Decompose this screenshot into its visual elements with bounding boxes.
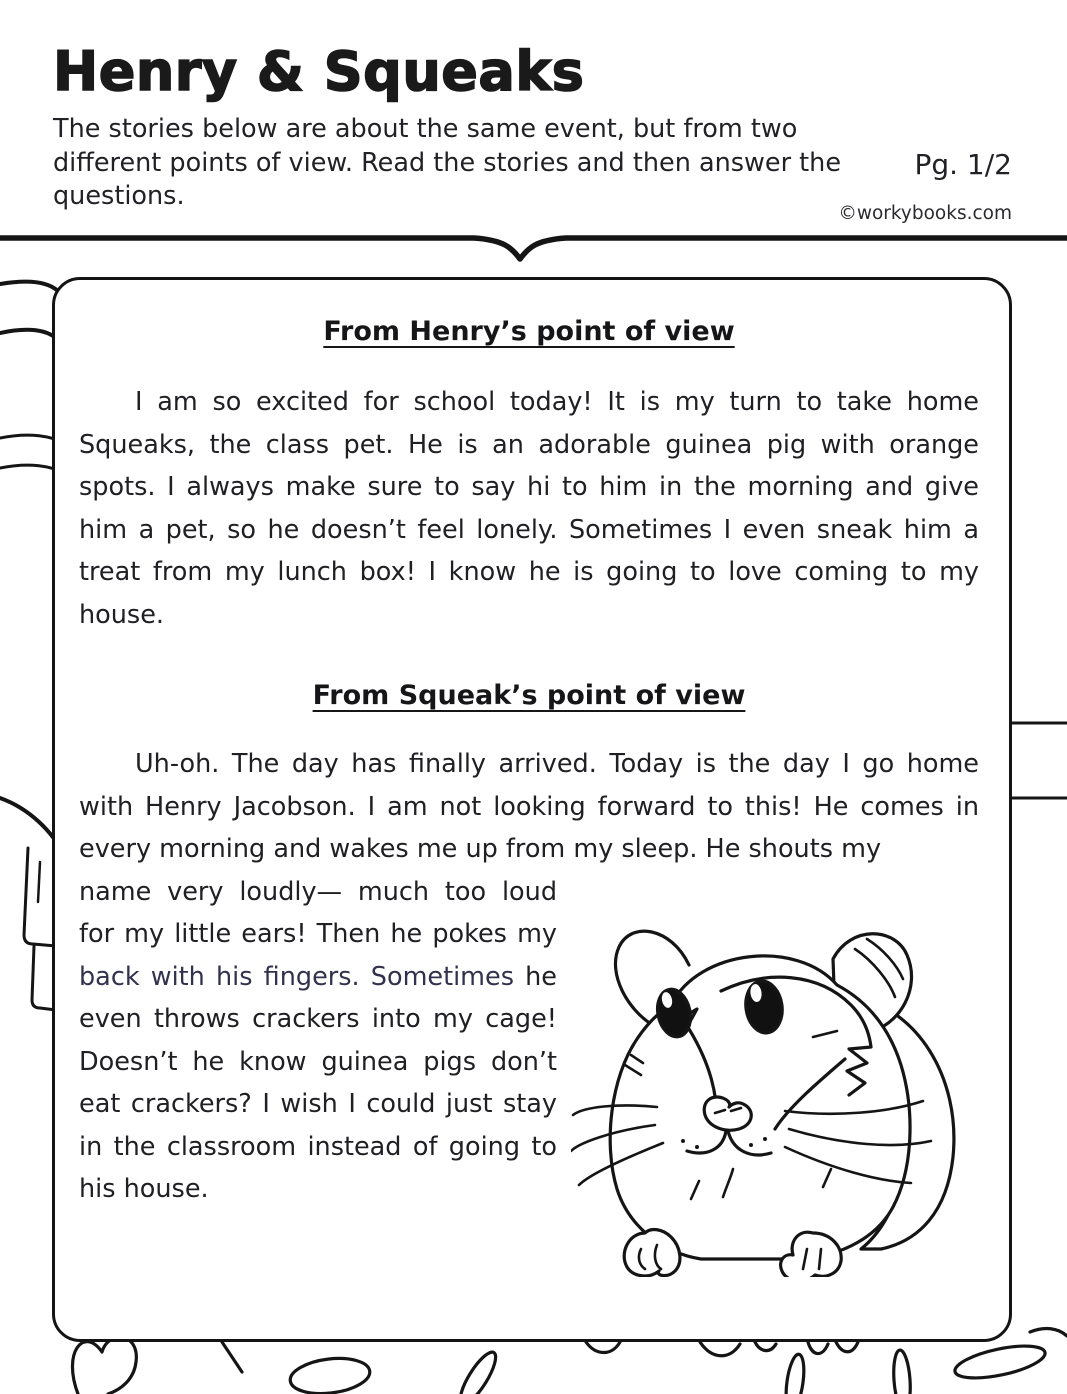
squeaks-story-text-part1: Uh-oh. The day has finally arrived. Today is the day I go home with Henry Jacobson. I am not looking forward to this! He comes in every morning and wakes me up from my sleep. He shouts my bbox=[79, 749, 979, 864]
squeaks-story-text-part2 bbox=[79, 871, 979, 1211]
tinted-text-segment: back with his fingers. Sometimes bbox=[79, 961, 514, 992]
page-title: Henry & Squeaks bbox=[53, 40, 585, 103]
oval-doodle bbox=[288, 1354, 372, 1394]
oval-doodle bbox=[952, 1340, 1047, 1385]
page-number: Pg. 1/2 bbox=[914, 148, 1012, 181]
text-segment: he even throws crackers into my cage! Doesn’t he know guinea pigs don’t eat crackers? I wish I could just stay in the classroom instead of going to his house. bbox=[79, 961, 557, 1204]
stick-doodle bbox=[892, 1350, 912, 1394]
header bbox=[53, 40, 873, 214]
henry-story-text: I am so excited for school today! It is my turn to take home Squeaks, the class pet. He is an adorable guinea pig with orange spots. I always make sure to say hi to him in the morning and give him a pet, so he doesn’t feel lonely. Sometimes I even sneak him a treat from my lunch box! I know he is going to love coming to my house. bbox=[79, 387, 979, 630]
guinea-pig-paw-left bbox=[624, 1229, 680, 1275]
instructions-text: The stories below are about the same event, but from two different points of view. Read the stories and then answer the questions. bbox=[53, 114, 842, 211]
stick-doodle bbox=[454, 1348, 501, 1394]
copyright-text: ©workybooks.com bbox=[838, 203, 1012, 224]
stick-doodle bbox=[783, 1353, 807, 1394]
henry-story-heading: From Henry’s point of view bbox=[323, 316, 735, 347]
squeaks-story-heading: From Squeak’s point of view bbox=[312, 680, 746, 711]
divider-curve bbox=[0, 238, 1067, 259]
right-margin-lines bbox=[1010, 723, 1067, 798]
text-segment: name very loudly— much too loud for my little ears! Then he pokes my bbox=[79, 876, 557, 949]
guinea-pig-drawing bbox=[571, 897, 979, 1277]
story-card bbox=[52, 277, 1012, 1342]
guinea-pig-illustration bbox=[571, 897, 979, 1277]
heart-doodle bbox=[72, 1337, 136, 1394]
